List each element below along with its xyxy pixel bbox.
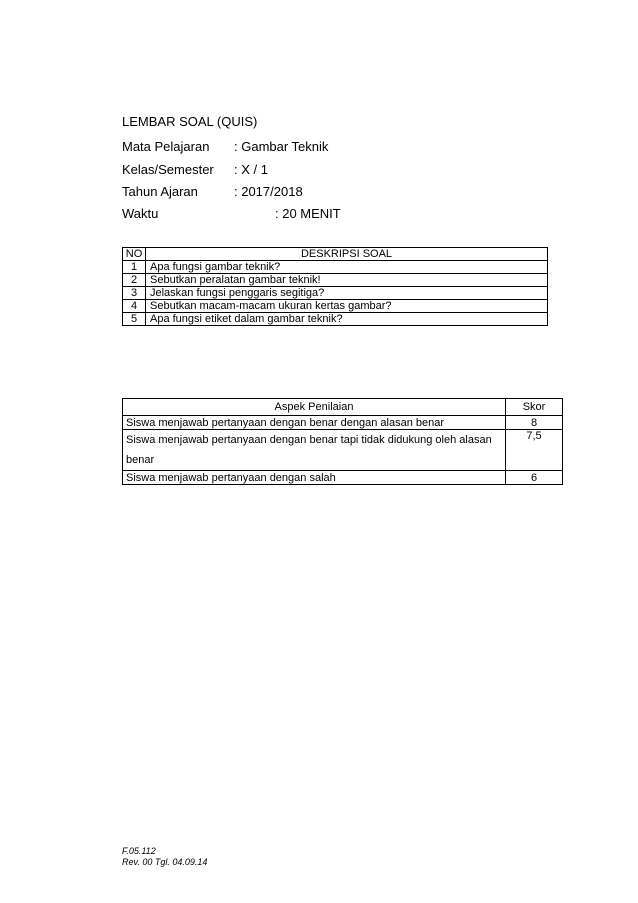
table-header-row (123, 248, 548, 261)
table-row (123, 313, 548, 326)
table-row (123, 471, 563, 485)
cell-skor: 8 (506, 416, 563, 430)
cell-no: 4 (123, 300, 146, 313)
meta-value: : Gambar Teknik (234, 139, 329, 154)
meta-value: : X / 1 (234, 162, 268, 177)
cell-desc: Apa fungsi etiket dalam gambar teknik? (146, 313, 548, 326)
meta-label: Kelas/Semester (122, 162, 214, 177)
table-row (123, 430, 563, 471)
cell-desc: Apa fungsi gambar teknik? (146, 261, 548, 274)
cell-desc: Sebutkan peralatan gambar teknik! (146, 274, 548, 287)
meta-value: : 2017/2018 (234, 184, 303, 199)
cell-no: 5 (123, 313, 146, 326)
cell-desc: Sebutkan macam-macam ukuran kertas gambar? (146, 300, 548, 313)
cell-aspek: Siswa menjawab pertanyaan dengan salah (123, 471, 506, 485)
cell-aspek: Siswa menjawab pertanyaan dengan benar dengan alasan benar (123, 416, 506, 430)
page-title: LEMBAR SOAL (QUIS) (122, 114, 258, 129)
penilaian-table (122, 398, 563, 485)
soal-table (122, 247, 548, 326)
col-header-skor: Skor (506, 399, 563, 416)
col-header-deskripsi: DESKRIPSI SOAL (146, 248, 548, 261)
col-header-no: NO (123, 248, 146, 261)
meta-label: Mata Pelajaran (122, 139, 210, 154)
document-footer (122, 846, 207, 868)
table-row (123, 416, 563, 430)
meta-label: Tahun Ajaran (122, 184, 198, 199)
cell-aspek (123, 430, 506, 471)
revision-date: Rev. 00 Tgl. 04.09.14 (122, 857, 208, 867)
table-row (123, 274, 548, 287)
cell-no: 3 (123, 287, 146, 300)
meta-value: : 20 MENIT (275, 206, 341, 221)
cell-skor: 7,5 (506, 430, 563, 471)
cell-skor: 6 (506, 471, 563, 485)
form-code: F.05.112 (122, 846, 156, 856)
col-header-aspek: Aspek Penilaian (123, 399, 506, 416)
table-row (123, 287, 548, 300)
cell-aspek-text: Siswa menjawab pertanyaan dengan benar tapi tidak didukung oleh alasan benar (126, 434, 492, 466)
cell-no: 2 (123, 274, 146, 287)
table-row (123, 261, 548, 274)
cell-no: 1 (123, 261, 146, 274)
table-header-row (123, 399, 563, 416)
cell-desc: Jelaskan fungsi penggaris segitiga? (146, 287, 548, 300)
table-row (123, 300, 548, 313)
meta-label: Waktu (122, 206, 159, 221)
